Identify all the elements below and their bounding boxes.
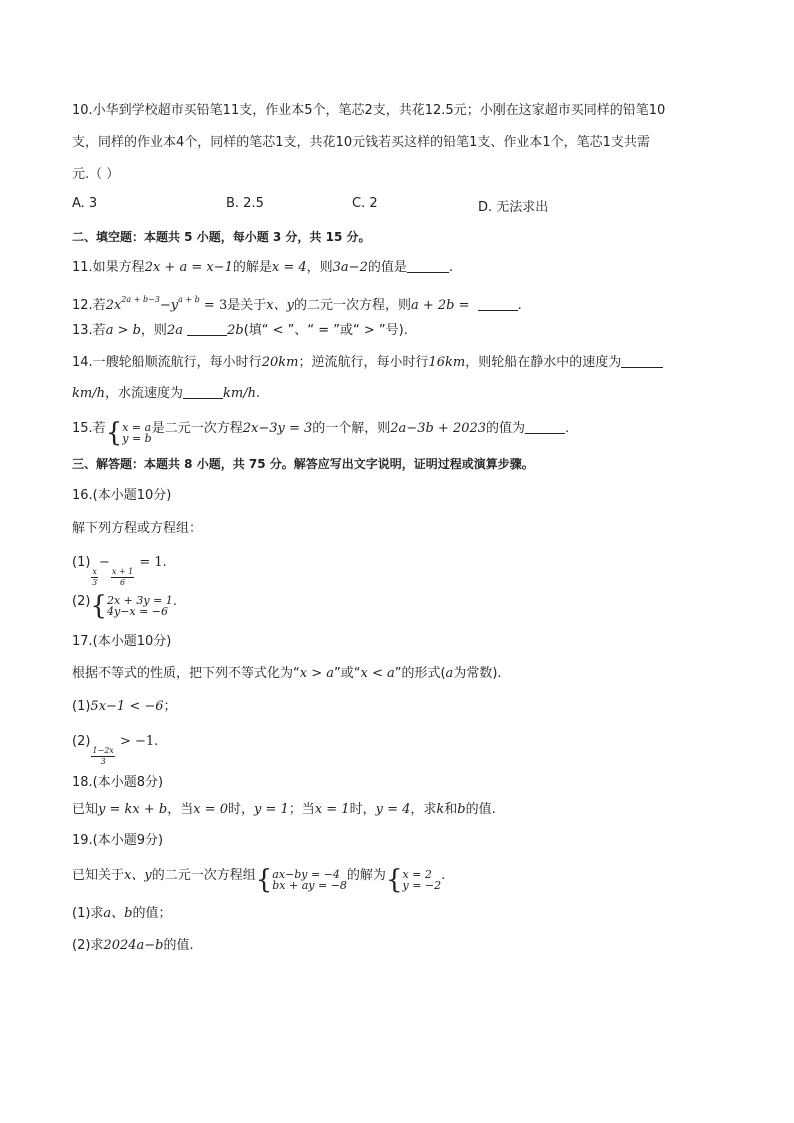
q12-prefix: 12.若 [72,298,106,313]
q15-answer-blank[interactable] [525,420,565,434]
q14-mid3: ，水流速度为 [104,386,183,401]
q19-vars: x、y [124,868,152,883]
q14-unit1: km/h [72,386,105,401]
q17-intro-b: ”或“ [334,666,361,681]
q17-intro-c: ”的形式( [394,666,446,681]
q17-constant: a [445,666,454,681]
q14-line1 [72,353,663,373]
q14-upstream-speed: 16km [428,355,466,370]
q18-text-e: 时， [349,802,376,817]
q19-part2-expression: 2024a−b [103,938,164,953]
q19-system: { ax−by = −4 bx + ay = −8 [255,865,347,895]
q10-line3: 元.（ ） [72,167,120,182]
q19-part1-vars: a、b [103,906,133,921]
q11-solution: x = 4 [271,260,307,275]
q10-line1: 10.小华到学校超市买铅笔11支，作业本5个，笔芯2支，共花12.5元；小刚在这家超市买同样的铅笔10 [72,103,666,118]
q17-intro [72,664,502,684]
q18-cond2: x = 1 [314,802,350,817]
q16-fraction2-denominator: 6 [119,578,126,587]
q17-fraction-denominator: 3 [100,757,106,766]
q18-title: 18.(本小题8分) [72,775,164,790]
q18-result1: y = 1 [254,802,289,817]
q19-solution-row1: x = 2 [402,868,432,881]
q18-function: y = kx + b [98,802,168,817]
q12-equals: = 3 [199,298,228,313]
q13-right: 2b [227,323,244,338]
q17-form1: x > a [299,666,334,681]
q18-b: b [457,802,466,817]
q19-part2-a: (2)求 [72,938,104,953]
q16-fraction2 [111,567,134,588]
q16-part2-end: . [172,594,177,609]
q16-system-row1: 2x + 3y = 1 [106,594,173,607]
q15-equation: 2x−3y = 3 [242,421,313,436]
q15-prefix: 15.若 [72,421,106,436]
q12-mid2: 的二元一次方程，则 [293,298,411,313]
q13-answer-blank[interactable] [187,322,227,336]
q19-part1 [72,904,172,924]
q19-text-b: 的二元一次方程组 [151,868,256,883]
section3-heading: 三、解答题：本题共 8 小题，共 75 分。解答应写出文字说明，证明过程或演算步骤。 [72,457,534,471]
q18-body [72,800,496,820]
q19-solution: { x = 2 y = −2 [385,865,442,895]
q19-part2 [72,936,194,956]
q11-then: ，则 [306,260,333,275]
q13 [72,321,408,341]
q18-cond1: x = 0 [193,802,228,817]
q19-body [72,865,446,895]
q18-text-a: 已知 [72,802,99,817]
q17-form2: x < a [360,666,395,681]
q17-intro-d: 为常数). [453,666,502,681]
q12-answer-blank[interactable] [478,297,518,311]
q10-option-b: B. 2.5 [226,196,264,211]
q10-option-d: D. 无法求出 [478,200,549,215]
q19-solution-row2: y = −2 [402,879,442,892]
q12-expression: a + 2b = [410,298,474,313]
q15-mid: 是二元一次方程 [151,421,243,436]
q12-term1: 2x [105,298,122,313]
q14-mid2: ，则轮船在静水中的速度为 [465,355,622,370]
q18-text-g: ，求 [410,802,437,817]
q17-title: 17.(本小题10分) [72,634,172,649]
q17-part2 [72,732,158,767]
q16-fraction1 [91,567,98,588]
q13-left: 2a [166,323,188,338]
q18-text-i: 的值. [465,802,496,817]
q14-end: . [255,386,261,401]
q17-fraction [91,746,114,767]
q17-part1-label: (1) [72,699,91,714]
q16-part2-label: (2) [72,594,91,609]
q15-row1: x = a [122,421,152,434]
q16-part2 [72,591,177,621]
q12-term2: −y [159,298,179,313]
q12-mid: 是关于 [227,298,267,313]
q14-mid: ；逆流航行，每小时行 [298,355,429,370]
q13-condition: a > b [105,323,141,338]
q15-row2: y = b [122,432,152,445]
q15-suffix: 的值为 [486,421,526,436]
q16-fraction2-numerator: x + 1 [111,567,134,576]
q14-prefix: 14.一艘轮船顺流航行，每小时行 [72,355,262,370]
q17-part1-end: ； [163,699,177,714]
q14-answer-blank-2[interactable] [183,385,223,399]
q14-answer-blank-1[interactable] [621,354,663,368]
q11-expression: 3a−2 [332,260,368,275]
q15-system: { x = a y = b [105,418,152,448]
q14-downstream-speed: 20km [261,355,299,370]
q17-fraction-numerator: 1−2x [92,746,114,755]
q19-text-a: 已知关于 [72,868,125,883]
q16-system-row2: 4y−x = −6 [106,605,169,618]
q17-part1-expression: 5x−1 < −6 [90,699,164,714]
q18-text-d: ；当 [288,802,315,817]
q10-line2: 支，同样的作业本4个，同样的笔芯1支，共花10元钱若买这样的铅笔1支、作业本1个，笔芯1支共需 [72,135,650,150]
q17-part1 [72,697,177,717]
q18-k: k [436,802,445,817]
q19-text-d: . [441,868,446,883]
q16-title: 16.(本小题10分) [72,488,172,503]
q19-part1-a: (1)求 [72,906,104,921]
q16-fraction1-denominator: 3 [92,578,98,587]
q11: 11.如果方程2x + a = x−1的解是x = 4，则3a−2的值是 . [72,260,453,275]
q12-exponent1: 2a + b−3 [121,295,160,304]
q16-part1-rest: = 1. [135,555,167,570]
q16-part1 [72,553,167,588]
q16-part1-label: (1) [72,555,91,570]
section2-heading: 二、填空题：本题共 5 小题，每小题 3 分，共 15 分。 [72,230,371,244]
q10-option-a: A. 3 [72,196,98,211]
q11-suffix: 的值是 [367,260,407,275]
q16-system: { 2x + 3y = 1 4y−x = −6 [90,591,173,621]
q17-part2-rest: > −1. [115,734,159,749]
q14-unit2: km/h [222,386,256,401]
q12-vars: x、y [266,298,294,313]
q18-result2: y = 4 [375,802,411,817]
q19-text-c: 的解为 [346,868,386,883]
q19-part1-b: 的值； [132,906,172,921]
q16-intro: 解下列方程或方程组： [72,521,203,536]
q11-mid: 的解是 [232,260,272,275]
q13-suffix: (填“ < ”、“ = ”或“ > ”号). [243,323,408,338]
q17-part2-label: (2) [72,734,91,749]
q13-then: ，则 [140,323,167,338]
q18-text-b: ，当 [167,802,194,817]
q11-prefix: 11.如果方程 [72,260,145,275]
q15: 15.若 { x = a y = b 是二元一次方程2x−3y = 3的一个解，则2a−3b + 2023的值为 . [72,418,570,448]
q15-mid2: 的一个解，则 [312,421,391,436]
q12: 12.若$2x^{2a + b-3}-y^{a + b} = 3$是关于x、y的二元一次方程，则a + 2b = . [72,295,522,313]
q16-fraction1-numerator: x [92,567,97,576]
q19-part2-b: 的值. [163,938,194,953]
q19-system-row2: bx + ay = −8 [272,879,347,892]
q14-line2 [72,384,260,404]
q17-intro-a: 根据不等式的性质，把下列不等式化为“ [72,666,300,681]
q18-text-h: 和 [444,802,458,817]
q10-option-c: C. 2 [352,196,378,211]
q16-minus: − [98,555,110,570]
q19-title: 19.(本小题9分) [72,833,164,848]
q13-prefix: 13.若 [72,323,106,338]
q19-system-row1: ax−by = −4 [272,868,340,881]
q11-answer-blank[interactable] [407,259,449,273]
q15-expression: 2a−3b + 2023 [390,421,487,436]
q18-text-c: 时， [228,802,255,817]
q12-exponent2: a + b [178,295,200,304]
q11-equation: 2x + a = x−1 [144,260,233,275]
